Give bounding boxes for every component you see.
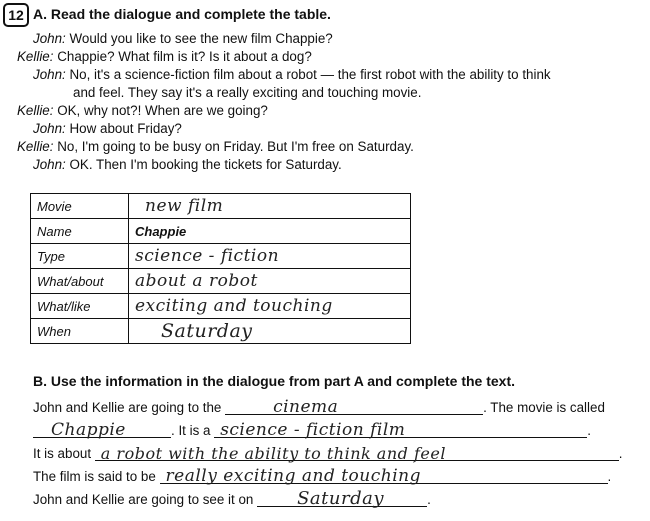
answer-blank[interactable] — [257, 490, 427, 507]
dialogue-line — [33, 30, 333, 48]
line-text: It is about — [33, 446, 92, 461]
dialogue-line — [17, 138, 414, 156]
answer-blank[interactable] — [214, 421, 587, 438]
table-label: Movie — [31, 194, 129, 219]
answer-blank[interactable] — [160, 467, 608, 484]
line-text: . The movie is called — [483, 400, 605, 415]
line-text: . — [607, 469, 612, 484]
part-a-heading: A. Read the dialogue and complete the table. — [33, 6, 331, 22]
table-answer-field[interactable] — [129, 294, 411, 319]
text-line — [33, 444, 623, 461]
text-line — [33, 421, 591, 438]
table-row — [31, 319, 411, 344]
table-answer-field[interactable] — [129, 194, 411, 219]
dialogue-text: OK. Then I'm booking the tickets for Saturday. — [65, 157, 342, 172]
dialogue-text: Chappie? What film is it? Is it about a dog? — [53, 49, 312, 64]
handwritten-answer: Chappie — [51, 420, 126, 440]
speaker: Kellie: — [17, 139, 54, 154]
printed-answer: Chappie — [135, 223, 187, 239]
table-label: Type — [31, 244, 129, 269]
table-answer-field[interactable] — [129, 244, 411, 269]
speaker: John: — [33, 31, 66, 46]
dialogue-text: and feel. They say it's a really exciting and touching movie. — [73, 85, 422, 100]
table-label: What/about — [31, 269, 129, 294]
table-label: What/like — [31, 294, 129, 319]
speaker: John: — [33, 67, 66, 82]
dialogue-text: How about Friday? — [65, 121, 182, 136]
handwritten-answer: Saturday — [161, 320, 253, 342]
table-row — [31, 269, 411, 294]
handwritten-answer: science - fiction film — [220, 420, 406, 440]
table-answer-field[interactable] — [129, 269, 411, 294]
table-label: Name — [31, 219, 129, 244]
speaker: John: — [33, 157, 66, 172]
line-text: John and Kellie are going to see it on — [33, 492, 254, 507]
line-text: John and Kellie are going to the — [33, 400, 222, 415]
exercise-number: 12 — [3, 3, 29, 27]
table-row — [31, 219, 411, 244]
part-b-heading: B. Use the information in the dialogue from part A and complete the text. — [33, 373, 516, 389]
table-row — [31, 244, 411, 269]
handwritten-answer: cinema — [273, 397, 339, 417]
dialogue-line — [33, 120, 182, 138]
table-answer-field[interactable] — [129, 319, 411, 344]
dialogue-text: No, I'm going to be busy on Friday. But I'm free on Saturday. — [53, 139, 414, 154]
line-text: The film is said to be — [33, 469, 156, 484]
table-row — [31, 194, 411, 219]
text-line — [33, 467, 611, 484]
dialogue-line — [33, 66, 551, 84]
dialogue-text: Would you like to see the new film Chappie? — [65, 31, 333, 46]
dialogue-line — [17, 48, 312, 66]
dialogue-line — [33, 156, 342, 174]
handwritten-answer: new film — [145, 196, 224, 216]
speaker: Kellie: — [17, 49, 54, 64]
text-line — [33, 398, 605, 415]
handwritten-answer: really exciting and touching — [165, 466, 421, 486]
text-line — [33, 490, 431, 507]
line-text: . It is a — [171, 423, 211, 438]
line-text: . — [618, 446, 623, 461]
handwritten-answer: Saturday — [297, 488, 385, 509]
dialogue-text: No, it's a science-fiction film about a robot — the first robot with the ability to think — [65, 67, 551, 82]
table-label: When — [31, 319, 129, 344]
line-text: . — [427, 492, 431, 507]
answer-blank[interactable] — [95, 444, 619, 461]
handwritten-answer: exciting and touching — [135, 296, 333, 316]
answer-blank[interactable] — [33, 421, 171, 438]
handwritten-answer: about a robot — [135, 271, 258, 291]
info-table — [30, 193, 411, 344]
speaker: John: — [33, 121, 66, 136]
dialogue-line — [73, 84, 421, 102]
answer-blank[interactable] — [225, 398, 483, 415]
dialogue-line — [17, 102, 268, 120]
handwritten-answer: a robot with the ability to think and feel — [100, 444, 446, 463]
table-row — [31, 294, 411, 319]
handwritten-answer: science - fiction — [135, 246, 280, 266]
line-text: . — [587, 423, 591, 438]
dialogue-text: OK, why not?! When are we going? — [53, 103, 268, 118]
speaker: Kellie: — [17, 103, 54, 118]
table-answer-field[interactable] — [129, 219, 411, 244]
